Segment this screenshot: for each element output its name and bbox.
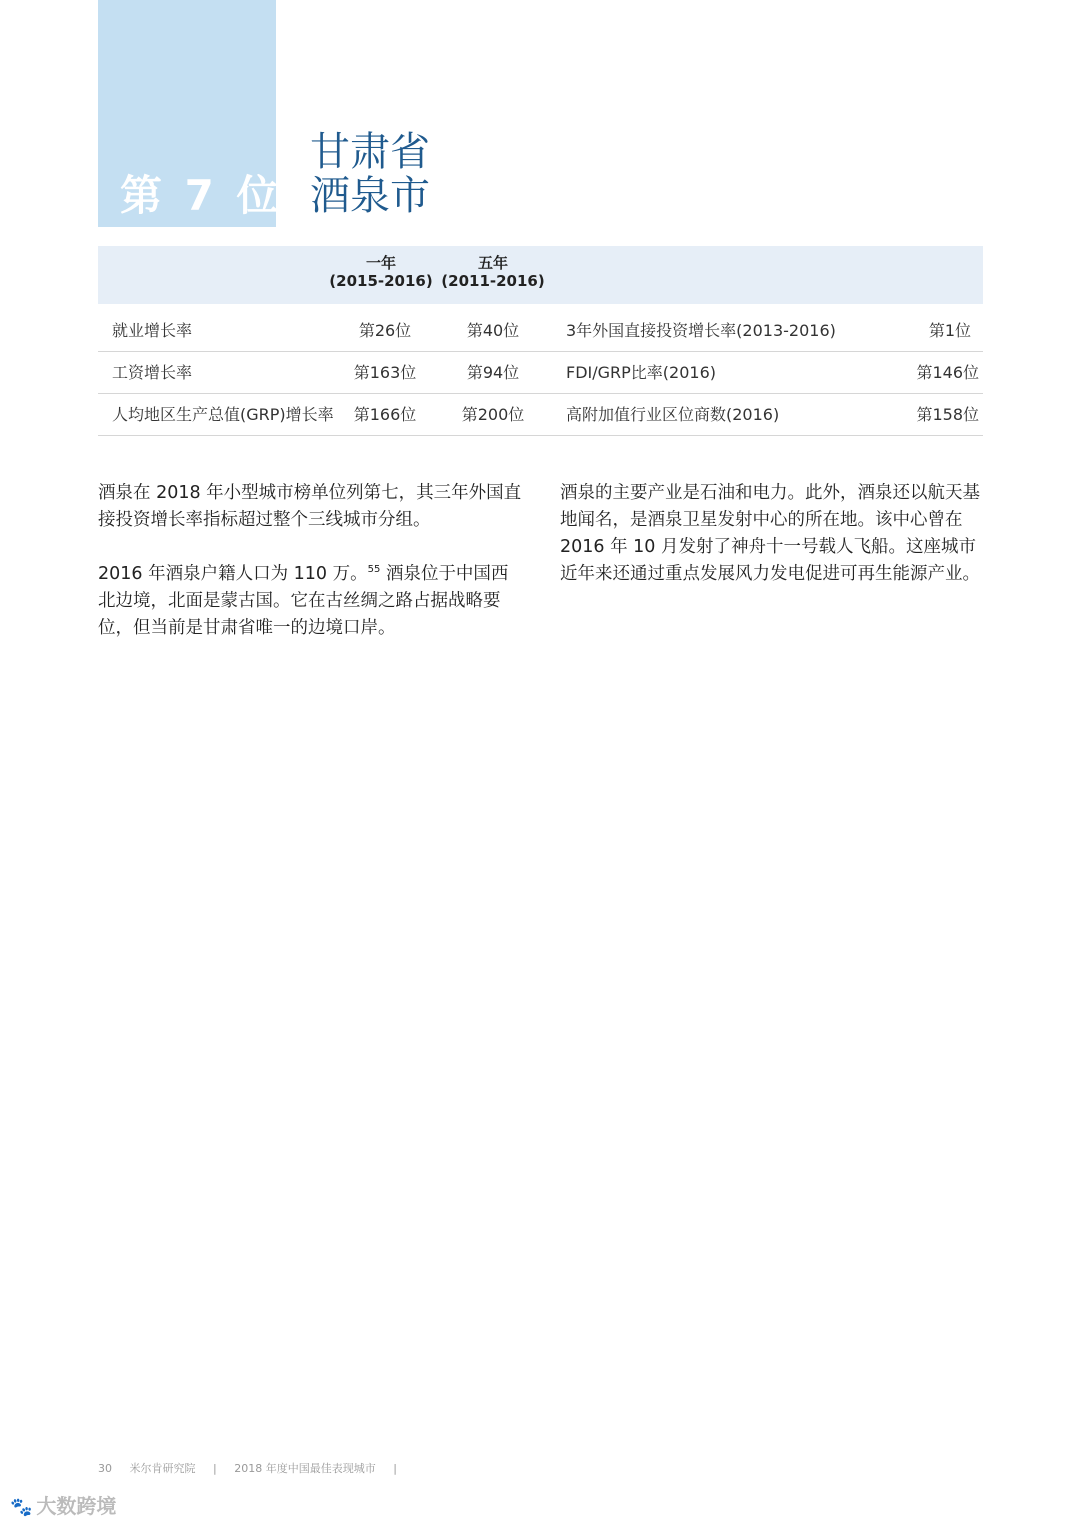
row-right-value: 第1位 xyxy=(928,321,971,340)
table-row xyxy=(98,310,983,352)
row-label: 工资增长率 xyxy=(112,363,193,382)
paw-icon: 🐾 xyxy=(10,1497,33,1518)
col-one-year-range: (2015-2016) xyxy=(329,272,433,290)
footnote-ref[interactable]: 55 xyxy=(367,564,381,576)
row-right-label: FDI/GRP比率(2016) xyxy=(566,363,717,382)
city-title xyxy=(310,130,430,218)
col-five-year-label: 五年 xyxy=(477,254,508,272)
col-one-year-label: 一年 xyxy=(365,254,396,272)
footer-report-title: 2018 年度中国最佳表现城市 xyxy=(234,1462,376,1475)
row-label: 人均地区生产总值(GRP)增长率 xyxy=(112,405,334,424)
paragraph: 酒泉在 2018 年小型城市榜单位列第七，其三年外国直接投资增长率指标超过整个三线城市分组。 xyxy=(98,483,522,530)
table-row xyxy=(98,352,983,394)
row-five-year: 第200位 xyxy=(461,405,525,424)
col-one-year xyxy=(326,254,436,290)
rank-label: 第 7 位 xyxy=(120,171,283,220)
col-five-year-range: (2011-2016) xyxy=(441,272,545,290)
row-five-year: 第40位 xyxy=(466,321,520,340)
table-row xyxy=(98,394,983,436)
row-five-year: 第94位 xyxy=(466,363,520,382)
col-five-year xyxy=(438,254,548,290)
body-right-column xyxy=(560,480,984,615)
row-right-label: 3年外国直接投资增长率(2013-2016) xyxy=(566,321,836,340)
ranking-table-header xyxy=(98,246,983,304)
paragraph-text: 酒泉位于中国西北边境，北面是蒙古国。它在古丝绸之路占据战略要位，但当前是甘肃省唯一的边境口岸。 xyxy=(98,564,509,638)
paragraph xyxy=(98,561,522,642)
row-one-year: 第166位 xyxy=(353,405,417,424)
paragraph: 酒泉的主要产业是石油和电力。此外，酒泉还以航天基地闻名，是酒泉卫星发射中心的所在地。该中心曾在 2016 年 10 月发射了神舟十一号载人飞船。这座城市近年来还通过重点发展风力发电促进可再生能源产业。 xyxy=(560,483,980,584)
row-right-label: 高附加值行业区位商数(2016) xyxy=(566,405,780,424)
row-one-year: 第163位 xyxy=(353,363,417,382)
footer-separator: | xyxy=(213,1462,217,1475)
row-one-year: 第26位 xyxy=(358,321,412,340)
watermark-text: 大数跨境 xyxy=(36,1494,117,1518)
row-right-value: 第158位 xyxy=(916,405,979,424)
city-name: 酒泉市 xyxy=(310,173,430,219)
footer-institute: 米尔肯研究院 xyxy=(129,1462,196,1475)
watermark xyxy=(10,1490,116,1519)
row-right-value: 第146位 xyxy=(916,363,979,382)
page-number: 30 xyxy=(98,1462,112,1475)
paragraph-text: 2016 年酒泉户籍人口为 110 万。 xyxy=(98,564,368,584)
row-label: 就业增长率 xyxy=(112,321,193,340)
footer-separator: | xyxy=(393,1462,397,1475)
province-name: 甘肃省 xyxy=(310,129,430,175)
page-footer xyxy=(98,1460,411,1476)
body-left-column xyxy=(98,480,522,669)
